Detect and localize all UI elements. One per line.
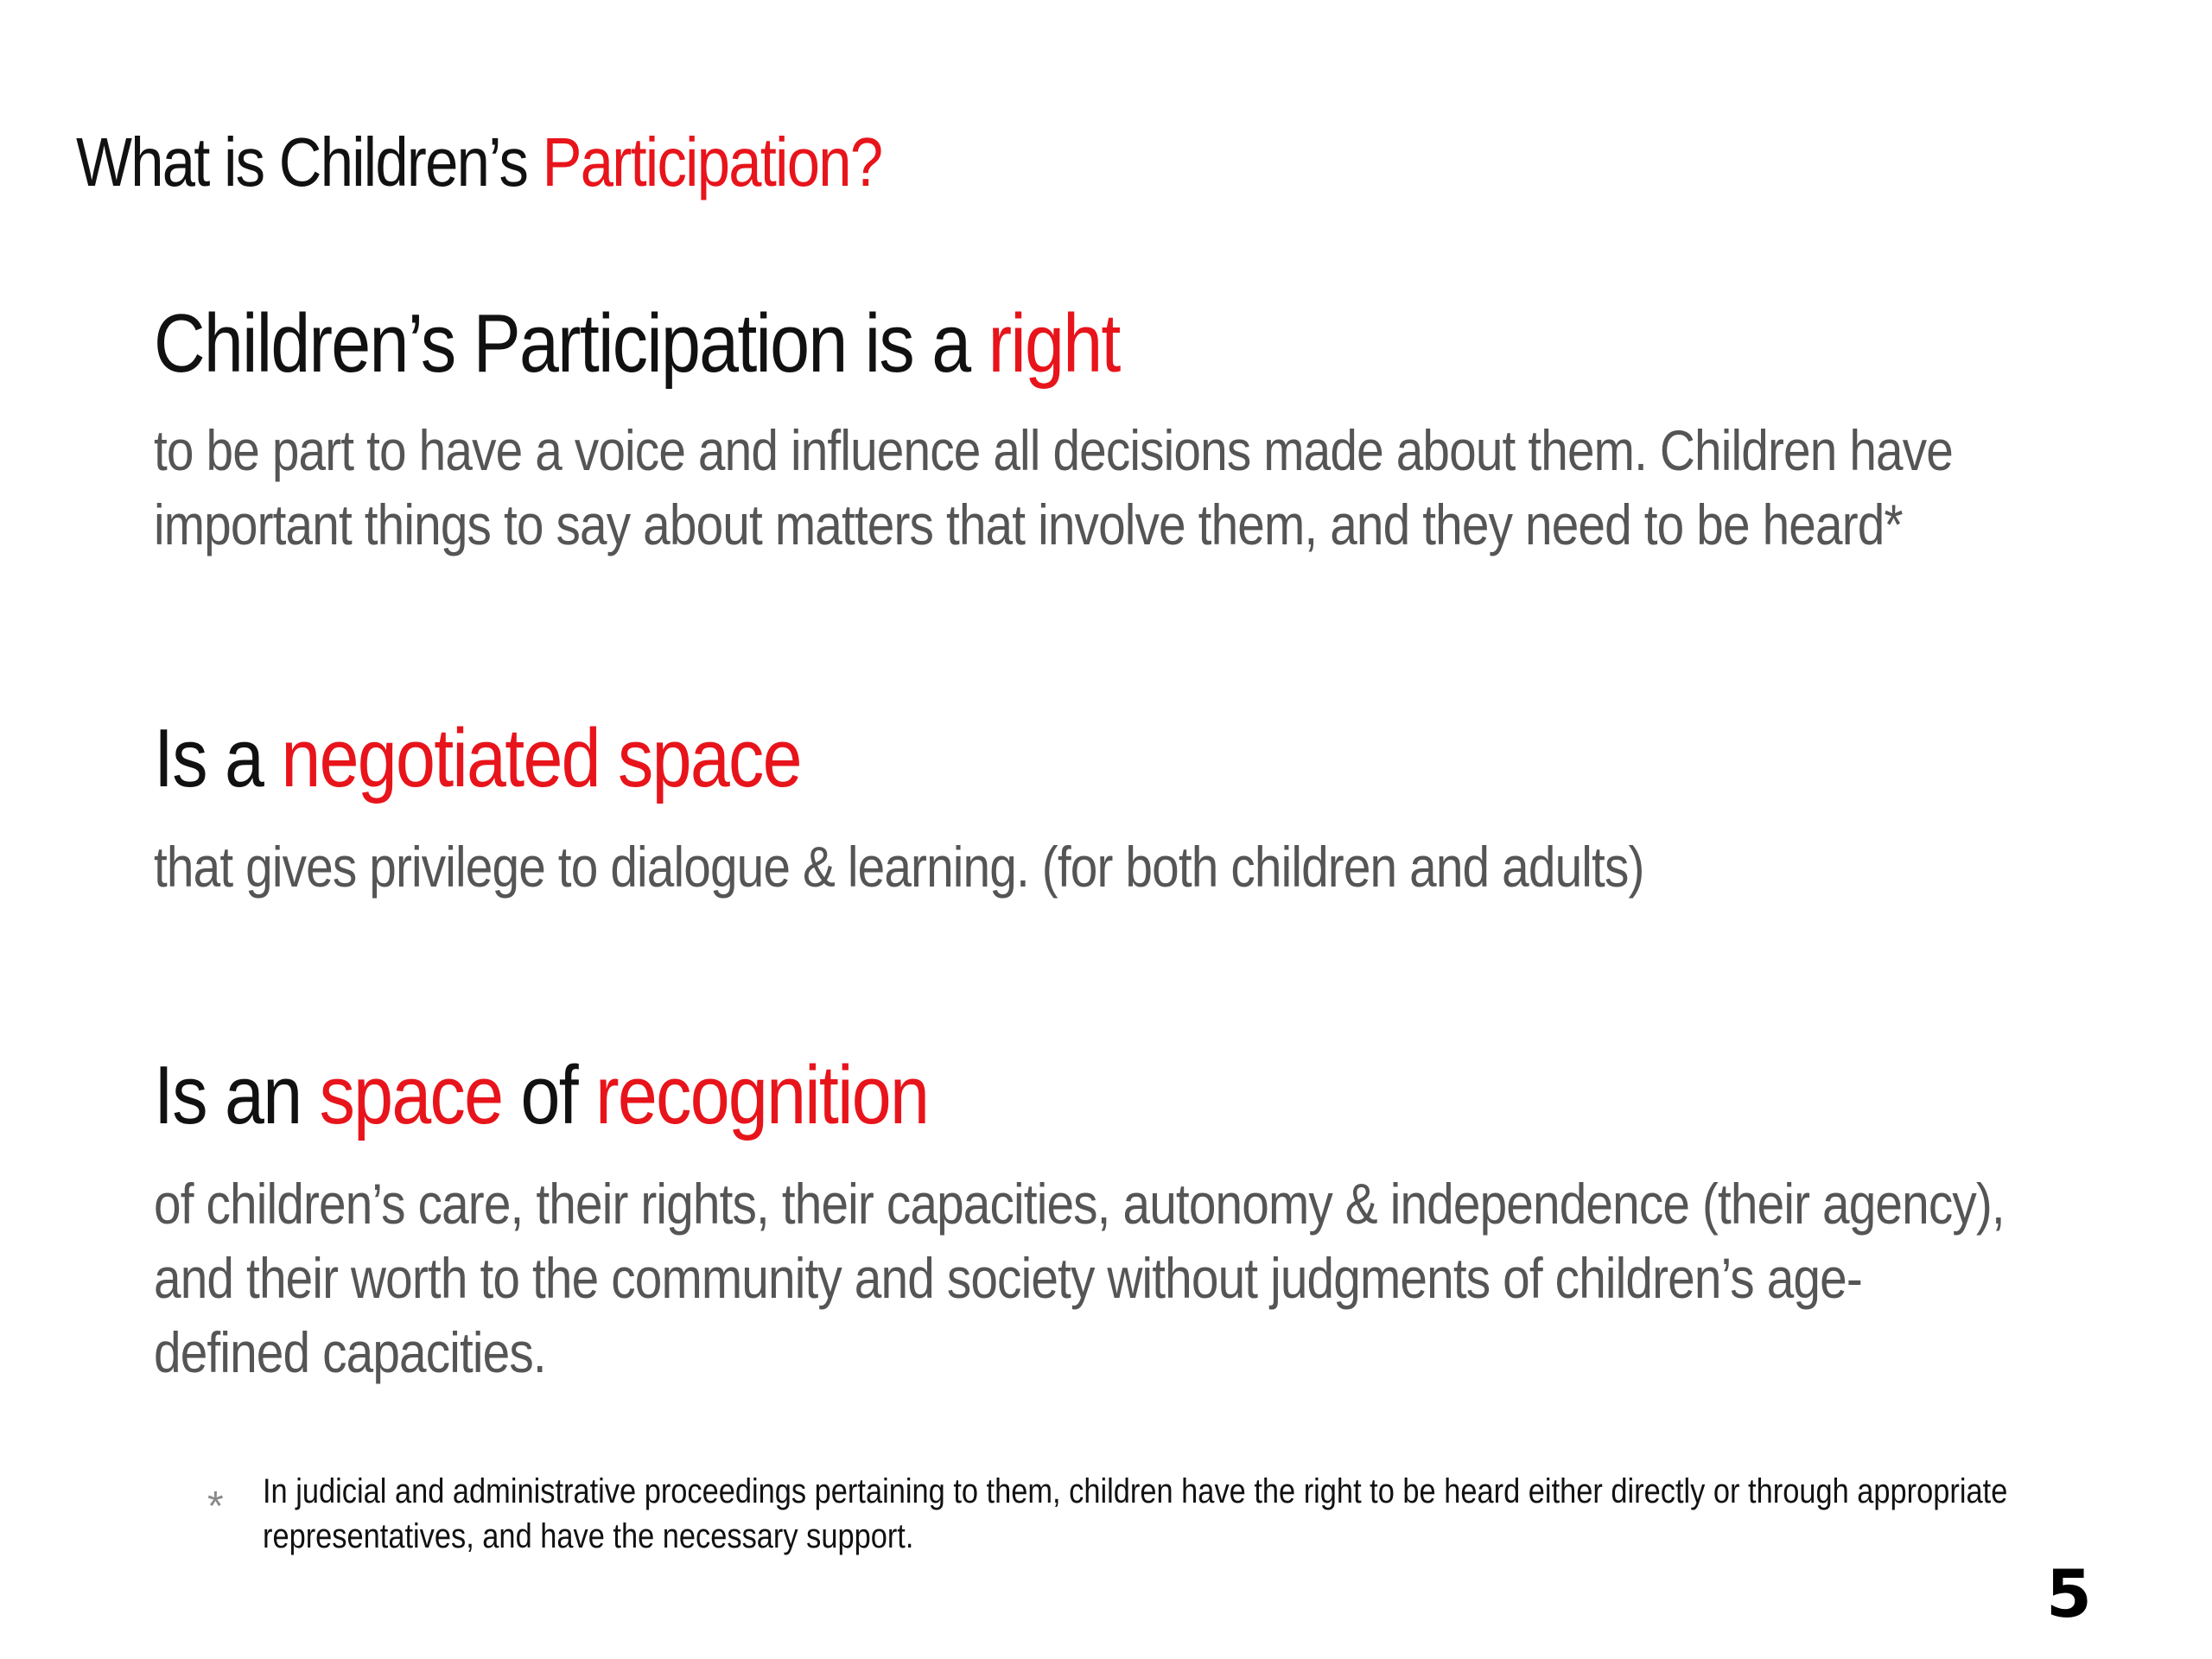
section-heading-highlight: negotiated space xyxy=(281,712,801,804)
footnote-line: representatives, and have the necessary support. xyxy=(263,1517,914,1555)
footnote-line: In judicial and administrative proceedings pertaining to them, children have the right to be heard either directly or through appropriate xyxy=(263,1472,2008,1510)
body-line: that gives privilege to dialogue & learning. (for both children and adults) xyxy=(154,835,1644,899)
section-heading-middle: of xyxy=(502,1049,596,1141)
section-heading-negotiated-space xyxy=(154,710,801,807)
section-heading-prefix: Is a xyxy=(154,712,282,804)
footnote-asterisk: * xyxy=(207,1484,224,1529)
body-line: defined capacities. xyxy=(154,1320,546,1384)
section-heading-prefix: Is an xyxy=(154,1049,320,1141)
section-heading-recognition xyxy=(154,1047,928,1144)
section-body-right xyxy=(154,413,1953,562)
footnote-text xyxy=(263,1469,2007,1559)
section-heading-highlight-2: recognition xyxy=(595,1049,929,1141)
body-line: to be part to have a voice and influence all decisions made about them. Children have xyxy=(154,418,1953,482)
page-number: 5 xyxy=(2046,1555,2092,1632)
slide-title xyxy=(76,121,881,204)
section-heading-highlight: right xyxy=(988,297,1120,390)
slide-title-highlight: Participation? xyxy=(542,124,882,200)
section-heading-highlight: space xyxy=(319,1049,503,1141)
body-line: of children’s care, their rights, their capacities, autonomy & independence (their agency), xyxy=(154,1172,2005,1236)
section-body-negotiated-space xyxy=(154,830,1644,904)
section-body-recognition xyxy=(154,1166,2005,1389)
slide-title-prefix: What is Children’s xyxy=(76,124,543,200)
body-line: and their worth to the community and society without judgments of children’s age- xyxy=(154,1246,1862,1310)
section-heading-right xyxy=(154,296,1120,392)
body-line: important things to say about matters that involve them, and they need to be heard* xyxy=(154,493,1903,556)
section-heading-prefix: Children’s Participation is a xyxy=(154,297,988,390)
